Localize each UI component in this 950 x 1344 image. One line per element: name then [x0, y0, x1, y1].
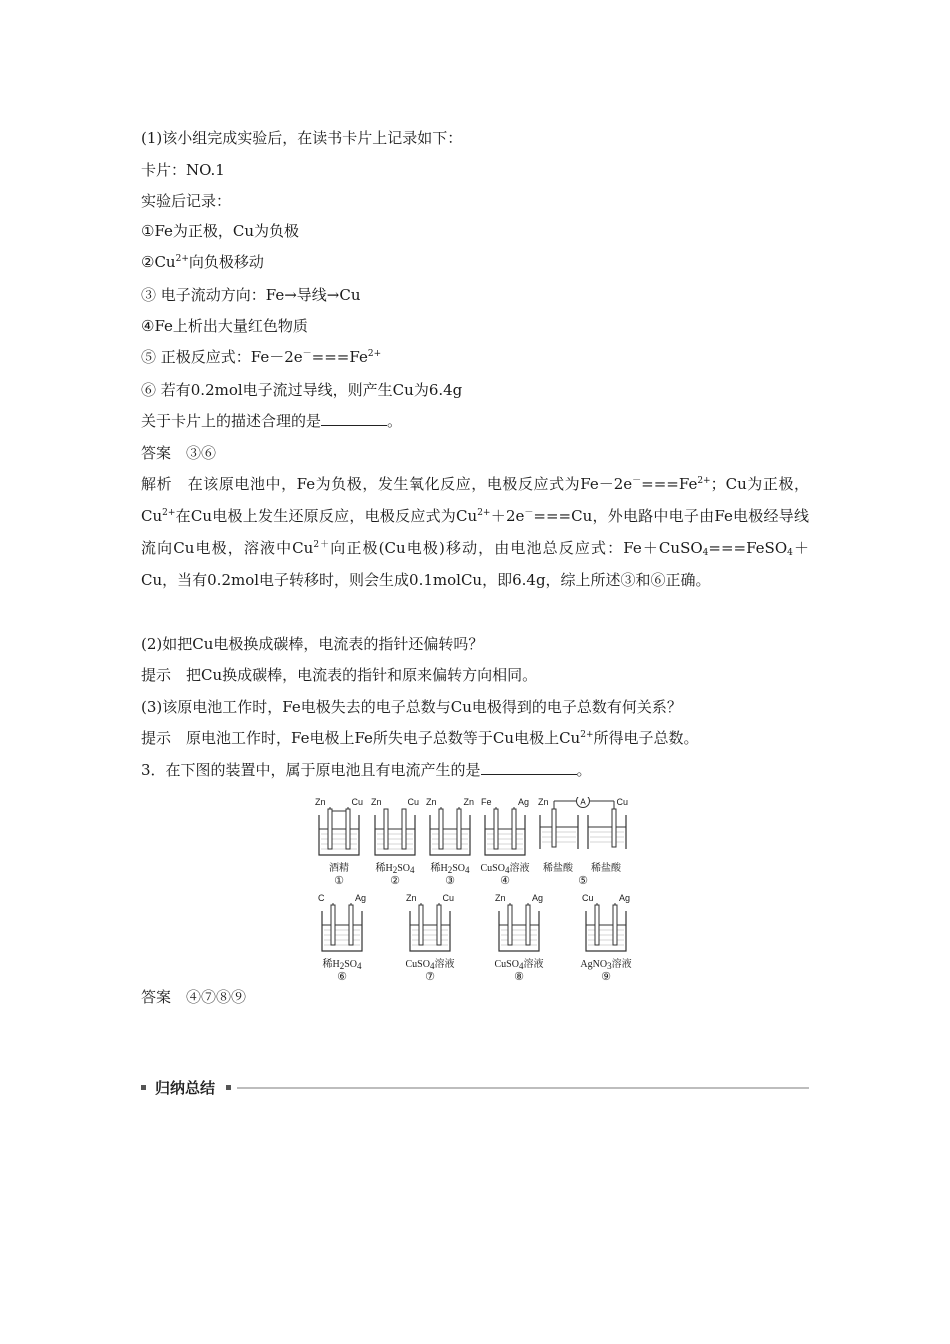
record-item-2: $②Cu^{2+}$向负极移动: [141, 253, 264, 271]
sub-question-2: (2)如把Cu电极换成碳棒，电流表的指针还偏转吗？: [141, 635, 484, 653]
device-number: ⑧: [514, 970, 524, 983]
electrode-left-label: Zn: [426, 797, 437, 807]
question-text: 关于卡片上的描述合理的是 。: [141, 412, 403, 430]
electrode-left-label: Fe: [481, 797, 492, 807]
ammeter-icon: A: [580, 797, 586, 807]
electrode-left-label: Cu: [582, 893, 594, 903]
beaker-icon: [582, 903, 630, 955]
record-item-1: ①Fe为正极，Cu为负极: [141, 222, 300, 240]
solution-label: CuSO$_4$溶液: [405, 959, 455, 971]
device-number: ③: [445, 874, 455, 887]
summary-section-header: [141, 1077, 809, 1099]
electrode-right-label: Ag: [531, 893, 543, 903]
solution-label: 稀$H_2SO_4$: [322, 959, 362, 971]
square-bullet-icon: [226, 1085, 231, 1090]
beaker-icon: [315, 807, 363, 859]
beaker-icon: [371, 807, 419, 859]
record-item-6: ⑥ 若有0.2mol电子流过导线，则产生Cu为6.4g: [141, 381, 463, 399]
device-number: ⑥: [337, 970, 347, 983]
solution-label: 酒精: [329, 863, 349, 874]
electrode-left-label: Zn: [538, 797, 549, 807]
ammeter-beakers-icon: [538, 797, 628, 849]
beaker-icon: [318, 903, 366, 955]
answer-1: 答案 ③⑥: [141, 444, 217, 462]
electrode-right-label: Zn: [463, 797, 474, 807]
device-number: ⑤: [578, 874, 588, 887]
summary-title: 归纳总结: [155, 1079, 216, 1097]
beaker-icon: [406, 903, 454, 955]
device-number: ④: [500, 874, 510, 887]
solution-label: 稀$H_2SO_4$: [430, 863, 470, 875]
record-item-3: ③ 电子流动方向：Fe→导线→Cu: [141, 286, 361, 304]
solution-label: CuSO$_4$溶液: [494, 959, 544, 971]
galvanic-cell-figure: [310, 795, 640, 983]
electrode-left-label: Zn: [495, 893, 506, 903]
device-number: ⑨: [601, 970, 611, 983]
solution-label-left: 稀盐酸: [543, 863, 573, 874]
electrode-right-label: Ag: [354, 893, 366, 903]
answer-blank-3: [481, 760, 577, 775]
electrode-right-label: Cu: [616, 797, 628, 807]
record-label: 实验后记录：: [141, 192, 232, 210]
electrode-left-label: Zn: [371, 797, 382, 807]
square-bullet-icon: [141, 1085, 146, 1090]
hint-1: 提示 把Cu换成碳棒，电流表的指针和原来偏转方向相同。: [141, 666, 538, 684]
electrode-left-label: Zn: [406, 893, 417, 903]
sub-question-3: (3)该原电池工作时，Fe电极失去的电子总数与Cu电极得到的电子总数有何关系？: [141, 698, 682, 716]
card-label: 卡片：NO.1: [141, 161, 225, 179]
hint-2: 提示 原电池工作时，Fe电极上Fe所失电子总数等于Cu电极上$Cu^{2+}$所得电子总数。: [141, 729, 699, 747]
electrode-left-label: Zn: [315, 797, 326, 807]
answer-blank: [321, 411, 387, 426]
analysis-paragraph: 解析 在该原电池中，Fe为负极，发生氧化反应，电极反应式为$Fe-2e^-===Fe^{2+}$；Cu为正极，$Cu^{2+}$在Cu电极上发生还原反应，电极反应式为$Cu^{2+}+2e^-===Cu$，外电路中电子由Fe电极经导线流向Cu电极，溶液中$Cu^{2+}$向正极(Cu电极)移动，由电池总反应式：Fe＋CuSO$_4$===FeSO$_4$＋Cu，当有0.2mol电子转移时，则会生成0.1molCu，即6.4g，综上所述③和⑥正确。: [141, 475, 810, 589]
electrode-right-label: Ag: [618, 893, 630, 903]
beaker-icon: [426, 807, 474, 859]
electrode-right-label: Cu: [351, 797, 363, 807]
electrode-right-label: Cu: [442, 893, 454, 903]
electrode-right-label: Ag: [517, 797, 529, 807]
electrode-left-label: C: [318, 893, 325, 903]
solution-label: 稀$H_2SO_4$: [375, 863, 415, 875]
device-number: ⑦: [425, 970, 435, 983]
solution-label: AgNO$_3$溶液: [580, 959, 632, 971]
question-3: 3．在下图的装置中，属于原电池且有电流产生的是 。: [141, 761, 592, 779]
record-item-4: ④Fe上析出大量红色物质: [141, 317, 308, 335]
solution-label: CuSO$_4$溶液: [480, 863, 530, 875]
electrode-right-label: Cu: [407, 797, 419, 807]
beaker-icon: [495, 903, 543, 955]
device-number: ①: [334, 874, 344, 887]
beaker-icon: [481, 807, 529, 859]
answer-2: 答案 ④⑦⑧⑨: [141, 988, 247, 1006]
sub-question-1: (1)该小组完成实验后，在读书卡片上记录如下：: [141, 129, 463, 147]
device-number: ②: [390, 874, 400, 887]
record-item-5: ⑤ 正极反应式：$Fe-2e^-===Fe^{2+}$: [141, 348, 382, 366]
solution-label-right: 稀盐酸: [591, 863, 621, 874]
divider-line: [237, 1087, 809, 1089]
